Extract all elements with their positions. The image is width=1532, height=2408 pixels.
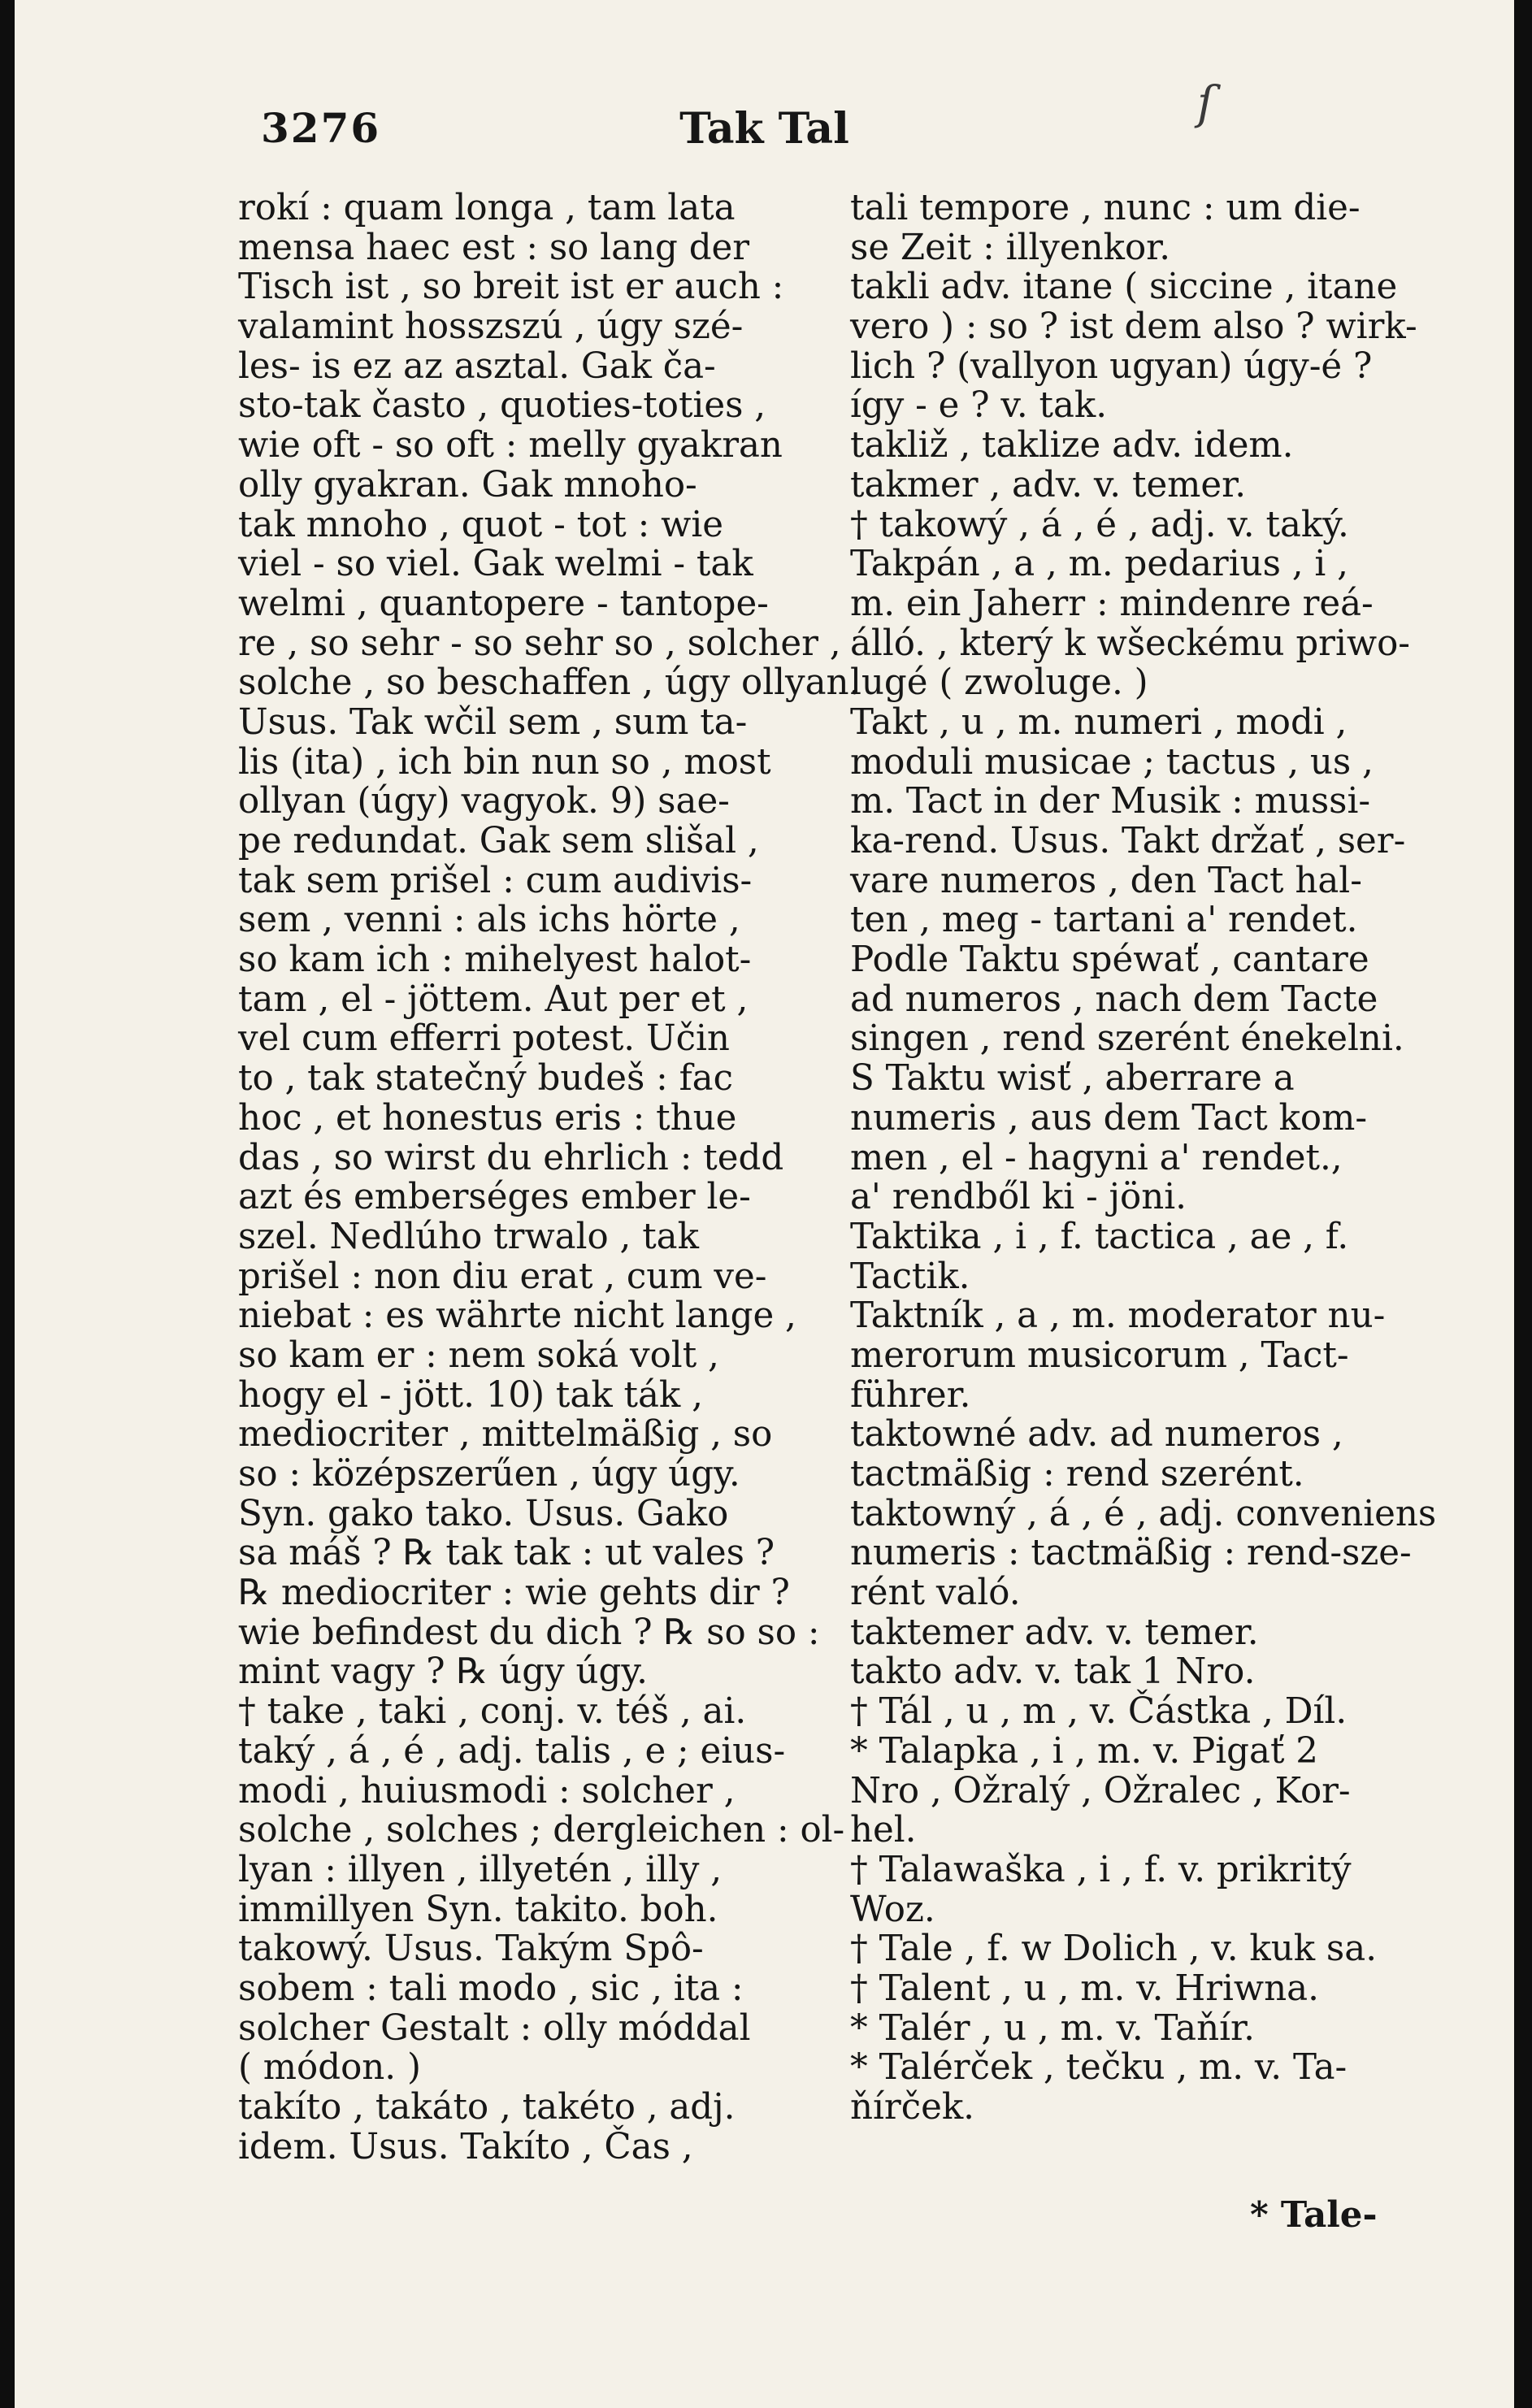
left-column bbox=[238, 188, 861, 2167]
text-line: tam , el - jöttem. Aut per et , bbox=[238, 978, 749, 1020]
text-line: Nro , Ožralý , Ožralec , Kor- bbox=[850, 1770, 1351, 1811]
text-line: tactmäßig : rend szerént. bbox=[850, 1454, 1304, 1495]
text-line: vare numeros , den Tact hal- bbox=[850, 860, 1362, 901]
text-line: taktowný , á , é , adj. conveniens bbox=[850, 1493, 1437, 1534]
text-line: olly gyakran. Gak mnoho- bbox=[238, 464, 697, 505]
catchword: * Tale- bbox=[1250, 2194, 1378, 2236]
text-line: a' rendből ki - jöni. bbox=[850, 1177, 1187, 1218]
text-line: solcher Gestalt : olly móddal bbox=[238, 2007, 751, 2049]
text-line: hogy el - jött. 10) tak ták , bbox=[238, 1374, 703, 1416]
text-line: so : középszerűen , úgy úgy. bbox=[238, 1454, 740, 1495]
text-line: taký , á , é , adj. talis , e ; eius- bbox=[238, 1730, 786, 1772]
text-line: les- is ez az asztal. Gak ča- bbox=[238, 345, 716, 387]
running-head: Tak Tal bbox=[679, 104, 849, 154]
text-line: azt és emberséges ember le- bbox=[238, 1177, 751, 1218]
text-line: tak sem prišel : cum audivis- bbox=[238, 860, 753, 901]
text-line: Woz. bbox=[850, 1889, 935, 1930]
text-line: * Talapka , i , m. v. Pigať 2 bbox=[850, 1730, 1318, 1772]
text-line: ka-rend. Usus. Takt držať , ser- bbox=[850, 821, 1406, 861]
text-line: Takpán , a , m. pedarius , i , bbox=[850, 544, 1348, 585]
text-line: führer. bbox=[850, 1374, 971, 1416]
text-line: ad numeros , nach dem Tacte bbox=[850, 978, 1378, 1020]
text-line: modi , huiusmodi : solcher , bbox=[238, 1770, 736, 1811]
text-line: m. ein Jaherr : mindenre reá- bbox=[850, 583, 1374, 624]
text-line: valamint hosszszú , úgy szé- bbox=[238, 306, 744, 348]
text-line: so kam ich : mihelyest halot- bbox=[238, 939, 752, 981]
text-line: Podle Taktu spéwať , cantare bbox=[850, 939, 1369, 981]
text-line: álló. , který k wšeckému priwo- bbox=[850, 623, 1410, 664]
text-line: solche , solches ; dergleichen : ol- bbox=[238, 1810, 845, 1851]
corner-pencil-mark: ſ bbox=[1197, 77, 1214, 130]
text-line: mensa haec est : so lang der bbox=[238, 227, 750, 268]
page-number: 3276 bbox=[261, 104, 381, 152]
text-line: S Taktu wisť , aberrare a bbox=[850, 1058, 1295, 1100]
text-line: Taktník , a , m. moderator nu- bbox=[850, 1295, 1386, 1337]
text-line: takowý. Usus. Takým Spô- bbox=[238, 1929, 704, 1970]
text-line: re , so sehr - so sehr so , solcher , bbox=[238, 623, 841, 664]
text-line: wie oft - so oft : melly gyakran bbox=[238, 425, 783, 466]
text-line: takliž , taklize adv. idem. bbox=[850, 425, 1294, 466]
text-line: taktemer adv. v. temer. bbox=[850, 1612, 1259, 1653]
text-line: Tactik. bbox=[850, 1256, 970, 1297]
text-line: to , tak statečný budeš : fac bbox=[238, 1058, 733, 1100]
text-line: Tisch ist , so breit ist er auch : bbox=[238, 267, 784, 308]
text-line: ten , meg - tartani a' rendet. bbox=[850, 900, 1358, 941]
text-line: hel. bbox=[850, 1810, 917, 1851]
text-line: † Talawaška , i , f. v. prikritý bbox=[850, 1849, 1352, 1890]
text-line: m. Tact in der Musik : mussi- bbox=[850, 781, 1371, 822]
text-line: vero ) : so ? ist dem also ? wirk- bbox=[850, 306, 1417, 348]
text-line: se Zeit : illyenkor. bbox=[850, 227, 1171, 268]
text-line: ℞ mediocriter : wie gehts dir ? bbox=[238, 1573, 790, 1614]
text-line: lugé ( zwoluge. ) bbox=[850, 662, 1148, 704]
text-line: hoc , et honestus eris : thue bbox=[238, 1097, 737, 1139]
text-line: viel - so viel. Gak welmi - tak bbox=[238, 544, 753, 585]
text-line: Usus. Tak wčil sem , sum ta- bbox=[238, 701, 748, 743]
text-line: ollyan (úgy) vagyok. 9) sae- bbox=[238, 781, 730, 822]
text-line: mediocriter , mittelmäßig , so bbox=[238, 1414, 773, 1456]
text-line: szel. Nedlúho trwalo , tak bbox=[238, 1216, 699, 1257]
text-line: ( módon. ) bbox=[238, 2047, 421, 2089]
text-line: vel cum efferri potest. Učin bbox=[238, 1018, 730, 1060]
text-line: így - e ? v. tak. bbox=[850, 385, 1108, 427]
text-line: Syn. gako tako. Usus. Gako bbox=[238, 1493, 729, 1534]
text-line: lis (ita) , ich bin nun so , most bbox=[238, 741, 771, 783]
text-line: rokí : quam longa , tam lata bbox=[238, 188, 736, 228]
text-line: † Tale , f. w Dolich , v. kuk sa. bbox=[850, 1929, 1378, 1970]
text-line: † take , taki , conj. v. téš , ai. bbox=[238, 1691, 747, 1733]
text-line: numeris : tactmäßig : rend-sze- bbox=[850, 1533, 1412, 1574]
text-line: sto-tak často , quoties-toties , bbox=[238, 385, 766, 427]
text-line: ňírček. bbox=[850, 2087, 975, 2128]
text-line: takmer , adv. v. temer. bbox=[850, 464, 1247, 505]
text-line: merorum musicorum , Tact- bbox=[850, 1334, 1349, 1376]
text-line: tak mnoho , quot - tot : wie bbox=[238, 504, 723, 545]
text-line: † Tál , u , m , v. Částka , Díl. bbox=[850, 1691, 1348, 1733]
text-line: tali tempore , nunc : um die- bbox=[850, 188, 1361, 228]
text-line: * Talérček , tečku , m. v. Ta- bbox=[850, 2047, 1348, 2089]
text-line: takto adv. v. tak 1 Nro. bbox=[850, 1651, 1256, 1693]
text-line: rént való. bbox=[850, 1573, 1021, 1614]
page-header bbox=[15, 104, 1514, 169]
text-line: pe redundat. Gak sem slišal , bbox=[238, 821, 759, 861]
text-line: sa máš ? ℞ tak tak : ut vales ? bbox=[238, 1533, 775, 1574]
text-line: prišel : non diu erat , cum ve- bbox=[238, 1256, 767, 1297]
text-line: lich ? (vallyon ugyan) úgy-é ? bbox=[850, 345, 1373, 387]
text-line: mint vagy ? ℞ úgy úgy. bbox=[238, 1651, 648, 1693]
text-line: taktowné adv. ad numeros , bbox=[850, 1414, 1343, 1456]
text-line: numeris , aus dem Tact kom- bbox=[850, 1097, 1368, 1139]
text-line: wie befindest du dich ? ℞ so so : bbox=[238, 1612, 820, 1653]
text-line: idem. Usus. Takíto , Čas , bbox=[238, 2126, 693, 2167]
text-line: singen , rend szerént énekelni. bbox=[850, 1018, 1404, 1060]
text-line: † Talent , u , m. v. Hriwna. bbox=[850, 1968, 1319, 2009]
text-line: takli adv. itane ( siccine , itane bbox=[850, 267, 1398, 308]
text-line: immillyen Syn. takito. boh. bbox=[238, 1889, 718, 1930]
right-column bbox=[850, 189, 1456, 2128]
text-line: † takowý , á , é , adj. v. taký. bbox=[850, 504, 1349, 545]
text-line: niebat : es währte nicht lange , bbox=[238, 1295, 796, 1337]
text-line: men , el - hagyni a' rendet., bbox=[850, 1137, 1343, 1178]
text-line: so kam er : nem soká volt , bbox=[238, 1334, 719, 1376]
text-line: sobem : tali modo , sic , ita : bbox=[238, 1968, 744, 2009]
text-line: takíto , takáto , takéto , adj. bbox=[238, 2087, 736, 2128]
text-line: Taktika , i , f. tactica , ae , f. bbox=[850, 1216, 1349, 1257]
text-line: solche , so beschaffen , úgy ollyan. bbox=[238, 662, 861, 704]
text-line: moduli musicae ; tactus , us , bbox=[850, 741, 1374, 783]
text-line: Takt , u , m. numeri , modi , bbox=[850, 701, 1348, 743]
text-line: das , so wirst du ehrlich : tedd bbox=[238, 1137, 784, 1178]
book-page bbox=[15, 0, 1514, 2408]
text-line: lyan : illyen , illyetén , illy , bbox=[238, 1849, 723, 1890]
text-line: * Talér , u , m. v. Taňír. bbox=[850, 2007, 1255, 2049]
text-line: sem , venni : als ichs hörte , bbox=[238, 900, 740, 941]
text-line: welmi , quantopere - tantope- bbox=[238, 583, 769, 624]
